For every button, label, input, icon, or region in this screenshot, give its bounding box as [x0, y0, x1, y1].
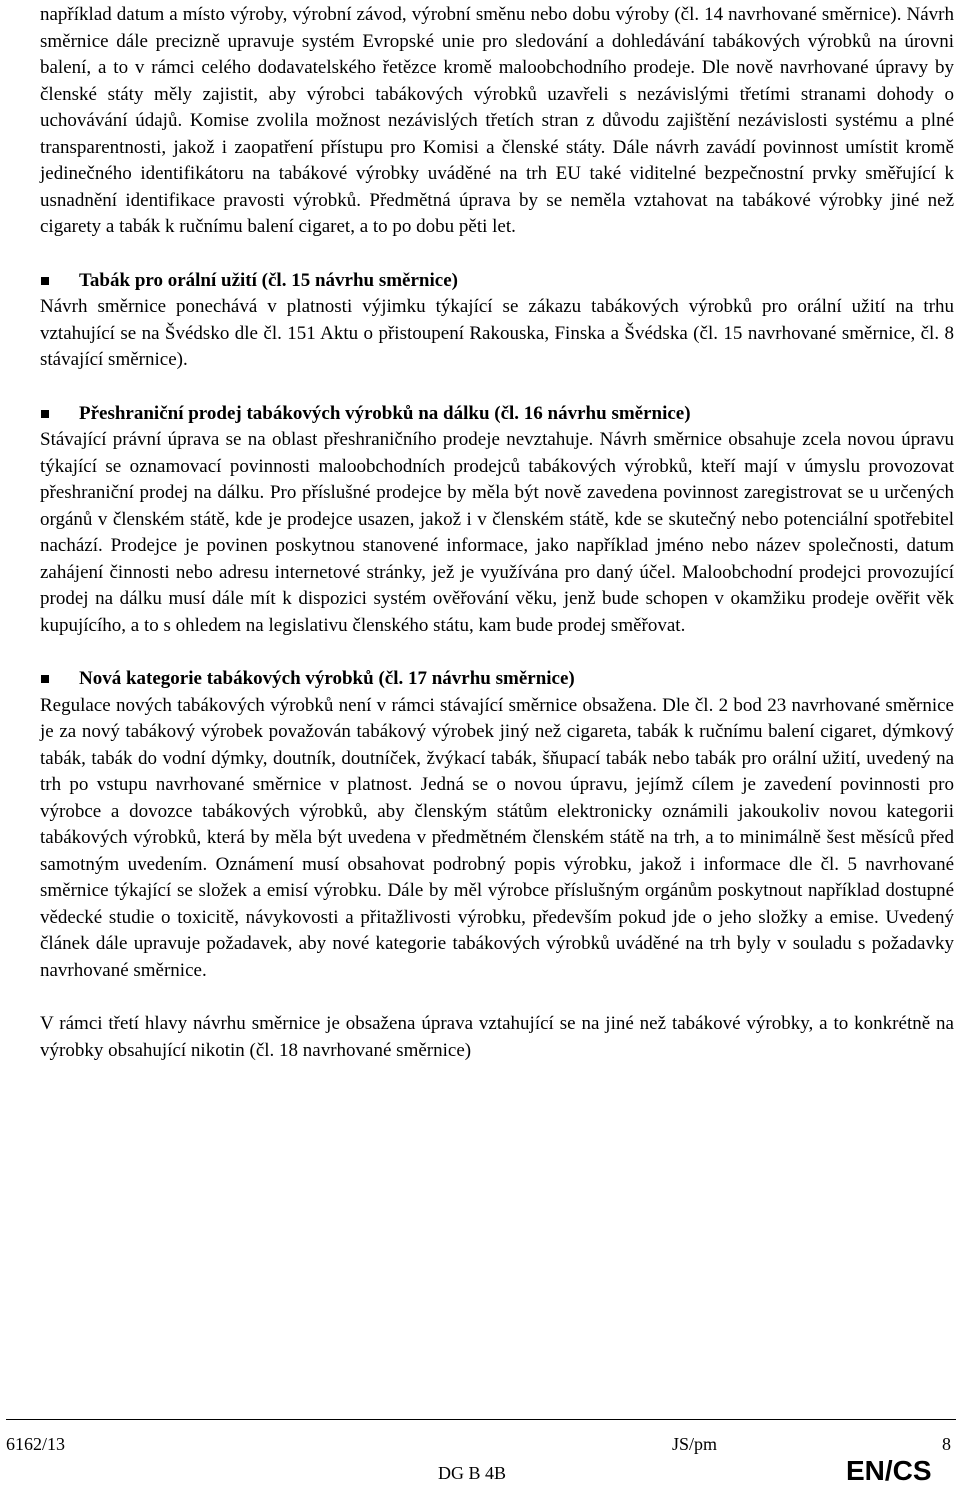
section-heading-text: Tabák pro orální užití (čl. 15 návrhu směrnice): [79, 269, 458, 291]
footer-page-number: 8: [942, 1434, 951, 1454]
footer-directorate: DG B 4B: [438, 1463, 507, 1483]
intro-paragraph: například datum a místo výroby, výrobní závod, výrobní směnu nebo dobu výroby (čl. 14 navrhované směrnice). Návrh směrnice dále precizně upravuje systém Evropské unie pro sledování a dohledávání tabákových výrobků na úrovni balení, a to v rámci celého dodavatelského řetězce kromě maloobchodního prodeje. Dle nově navrhované úpravy by členské státy měly zajistit, aby výrobci tabákových výrobků uzavřeli s nezávislými třetími stranami dohody o uchovávání údajů. Komise zvolila možnost nezávislých třetích stran z důvodu zajištění nezávislosti systému a plné transparentnosti, jakož i zaopatření přístupu pro Komisi a členské státy. Dále návrh zavádí povinnost umístit kromě jedinečného identifikátoru na tabákové výrobky uváděné na trh EU také viditelné bezpečnostní prvky směřující k usnadnění identifikace pravosti výrobků. Předmětná úprava by se neměla vztahovat na tabákové výrobky jiné než cigarety a tabák k ručnímu balení cigaret, a to po dobu pěti let.: [40, 4, 954, 237]
footer-language: EN/CS: [846, 1455, 932, 1486]
square-bullet-icon: [41, 675, 49, 683]
closing-paragraph: V rámci třetí hlavy návrhu směrnice je obsažena úprava vztahující se na jiné než tabákové výrobky, a to konkrétně na výrobky obsahující nikotin (čl. 18 navrhované směrnice): [40, 1013, 954, 1061]
section-heading: [40, 666, 954, 693]
square-bullet-icon: [41, 277, 49, 285]
section-oral-tobacco: [40, 268, 954, 374]
document-body: [40, 0, 954, 1064]
section-paragraph: Stávající právní úprava se na oblast přeshraničního prodeje nevztahuje. Návrh směrnice obsahuje zcela novou úpravu týkající se oznamovací povinnosti maloobchodních prodejců tabákových výrobků, kteří mají v úmyslu provozovat přeshraniční prodej na dálku. Pro příslušné prodejce by měla být nově zavedena povinnost zaregistrovat se u určených orgánů v členském státě, kde je prodejce usazen, jakož i v členském státě, kde se skutečný nebo potenciální spotřebitel nachází. Prodejce je povinen poskytnou stanovené informace, jako například jméno nebo název společnosti, datum zahájení činnosti nebo adresu internetové stránky, jež je využívána pro daný účel. Maloobchodní prodejci provozující prodej na dálku musí dále mít k dispozici systém ověřování věku, jenž bude schopen v okamžiku prodeje ověřit věk kupujícího, a to s ohledem na legislativu členského státu, kam bude prodej směřovat.: [40, 429, 954, 636]
section-novel-products: [40, 666, 954, 984]
section-heading-text: Nová kategorie tabákových výrobků (čl. 17 návrhu směrnice): [79, 668, 575, 689]
section-heading-text: Přeshraniční prodej tabákových výrobků na dálku (čl. 16 návrhu směrnice): [79, 402, 691, 424]
section-heading: [40, 401, 954, 428]
section-heading: [40, 268, 954, 295]
footer-divider: [6, 1419, 956, 1420]
square-bullet-icon: [41, 410, 49, 418]
footer-doc-number: 6162/13: [6, 1434, 66, 1454]
section-paragraph: Regulace nových tabákových výrobků není v rámci stávající směrnice obsažena. Dle čl. 2 bod 23 navrhované směrnice je za nový tabákový výrobek považován tabákový výrobek jiný než cigareta, tabák k ručnímu balení cigaret, dýmkový tabák, tabák do vodní dýmky, doutník, doutníček, žvýkací tabák, šňupací tabák nebo tabák pro orální užití, uvedený na trh po vstupu navrhované směrnice v platnost. Jedná se o novou úpravu, jejímž cílem je zavedení povinnosti pro výrobce a dovozce tabákových výrobků, aby členským státům elektronicky oznámili jakoukoliv novou kategorii tabákových výrobků, která by měla být uvedena v předmětném členském státě na trh, a to minimálně šest měsíců před samotným uvedením. Oznámení musí obsahovat podrobný popis výrobku, jakož i informace dle čl. 5 navrhované směrnice týkající se složek a emisí výrobku. Dále by měl výrobce příslušným orgánům poskytnout například dostupné vědecké studie o toxicitě, návykovosti a přitažlivosti výrobku, především pokud jde o jeho složky a emise. Uvedený článek dále upravuje požadavek, aby nové kategorie tabákových výrobků uváděné na trh byly v souladu s požadavky navrhované směrnice.: [40, 694, 954, 981]
footer-initials: JS/pm: [672, 1434, 718, 1454]
section-paragraph: Návrh směrnice ponechává v platnosti výjimku týkající se zákazu tabákových výrobků pro orální užití na trhu vztahující se na Švédsko dle čl. 151 Aktu o přistoupení Rakouska, Finska a Švédska (čl. 15 navrhované směrnice, čl. 8 stávající směrnice).: [40, 296, 954, 370]
section-distance-sales: [40, 401, 954, 640]
